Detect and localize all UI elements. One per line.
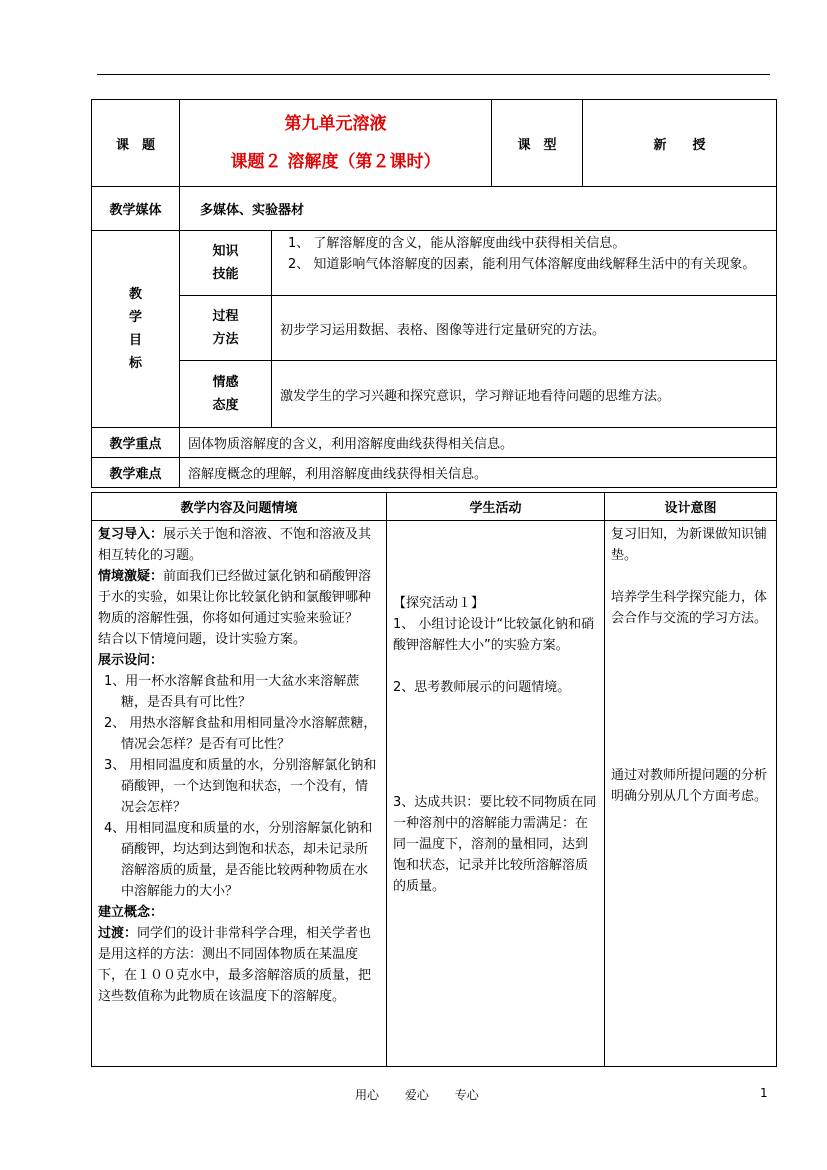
lesson-title: [180, 100, 492, 187]
student-item-1: 1、 小组讨论设计“比较氯化钠和硝酸钾溶解性大小”的实验方案。: [393, 617, 595, 653]
student-item-3: 3、达成共识：要比较不同物质在同一种溶剂中的溶解能力需满足：在同一温度下，溶剂的量相同，达到饱和状态，记录并比较所溶解溶质的质量。: [393, 795, 597, 894]
design-intent-cell: [605, 521, 777, 1067]
type-value: 新 授: [583, 100, 777, 187]
student-activity-cell: [387, 521, 605, 1067]
knowledge-item-2: 2、 知道影响气体溶解度的因素，能利用气体溶解度曲线解释生活中的有关现象。: [288, 257, 756, 272]
transition-text: 同学们的设计非常科学合理，相关学者也是用这样的方法：测出不同固体物质在某温度下，在１００克水中，最多溶解溶质的质量，把这些数值称为此物质在该温度下的溶解度。: [98, 926, 372, 1004]
scene-title: 情境激疑：: [98, 569, 164, 584]
intent-item-2: 培养学生科学探究能力，体会合作与交流的学习方法。: [611, 590, 768, 626]
review-title: 复习导入：: [98, 527, 164, 542]
scene-paragraph: [98, 566, 380, 629]
lesson-process-table: [91, 492, 777, 1067]
column-header-intent: 设计意图: [605, 493, 777, 521]
unit-title: 第九单元溶液: [284, 114, 387, 134]
show-title: 展示设问：: [98, 653, 164, 668]
activity-title: 【探究活动１】: [393, 596, 485, 611]
footer-motto: [355, 1086, 501, 1103]
process-text: 初步学习运用数据、表格、图像等进行定量研究的方法。: [272, 296, 777, 361]
media-value: 多媒体、实验器材: [180, 187, 777, 231]
emotion-text: 激发学生的学习兴趣和探究意识，学习辩证地看待问题的思维方法。: [272, 361, 777, 428]
question-1: 1、用一杯水溶解食盐和用一大盆水来溶解蔗糖，是否具有可比性？: [104, 674, 360, 710]
review-paragraph: [98, 524, 380, 566]
scene-text-2: 结合以下情境问题，设计实验方案。: [98, 632, 307, 647]
media-label: 教学媒体: [92, 187, 180, 231]
footer-word-3: 专心: [454, 1088, 479, 1102]
footer-word-2: 爱心: [404, 1088, 429, 1102]
question-2: 2、 用热水溶解食盐和用相同量冷水溶解蔗糖，情况会怎样？是否有可比性？: [104, 716, 377, 752]
transition-title: 过渡：: [98, 926, 138, 941]
intent-item-3: 通过对教师所提问题的分析明确分别从几个方面考虑。: [611, 768, 768, 804]
topic-title: 课题２ 溶解度（第２课时）: [230, 152, 441, 172]
page-number: 1: [760, 1086, 768, 1100]
question-3: 3、 用相同温度和质量的水，分别溶解氯化钠和硝酸钾，一个达到饱和状态，一个没有，情况会怎样？: [104, 758, 377, 815]
header-rule: [97, 74, 770, 75]
knowledge-items: [272, 231, 777, 296]
column-header-student: 学生活动: [387, 493, 605, 521]
lesson-info-table: [91, 99, 777, 488]
goals-label: 教 学 目 标: [92, 231, 180, 428]
scene-text: 前面我们已经做过氯化钠和硝酸钾溶于水的实验，如果让你比较氯化钠和氯酸钾哪种物质的溶解性强，你将如何通过实验来验证？: [98, 569, 372, 626]
process-label: 过程 方法: [180, 296, 272, 361]
difficulty-label: 教学难点: [92, 458, 180, 488]
review-text: 展示关于饱和溶液、不饱和溶液及其相互转化的习题。: [98, 527, 372, 563]
teaching-content-cell: [92, 521, 387, 1067]
intent-item-1: 复习旧知，为新课做知识铺垫。: [611, 527, 768, 563]
type-label: 课 型: [492, 100, 583, 187]
student-item-2: 2、思考教师展示的问题情境。: [393, 680, 571, 695]
key-point-label: 教学重点: [92, 428, 180, 458]
knowledge-item-1: 1、 了解溶解度的含义，能从溶解度曲线中获得相关信息。: [288, 236, 626, 251]
question-4: 4、用相同温度和质量的水，分别溶解氯化钠和硝酸钾，均达到达到饱和状态，却未记录所溶解溶质的质量，是否能比较两种物质在水中溶解能力的大小？: [104, 821, 373, 899]
emotion-label: 情感 态度: [180, 361, 272, 428]
concept-title: 建立概念：: [98, 905, 164, 920]
topic-label: 课 题: [92, 100, 180, 187]
difficulty-value: 溶解度概念的理解，利用溶解度曲线获得相关信息。: [180, 458, 777, 488]
knowledge-label: 知识 技能: [180, 231, 272, 296]
column-header-content: 教学内容及问题情境: [92, 493, 387, 521]
key-point-value: 固体物质溶解度的含义，利用溶解度曲线获得相关信息。: [180, 428, 777, 458]
transition-paragraph: [98, 923, 380, 1007]
footer-word-1: 用心: [355, 1088, 380, 1102]
